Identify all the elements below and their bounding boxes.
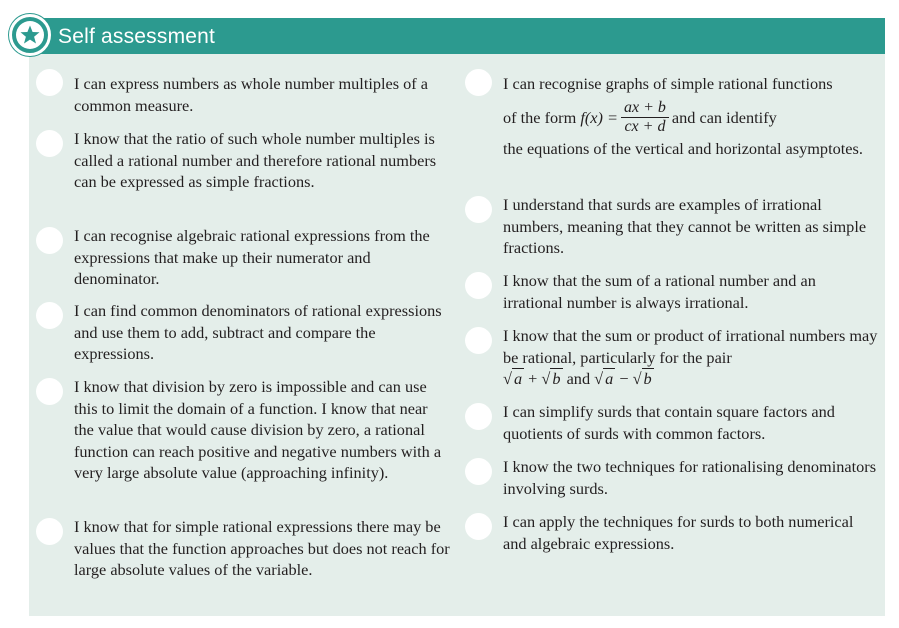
surd-a: √ a — [503, 369, 523, 388]
item-text: I know that the ratio of such whole number multiples is called a rational number and therefore rational numbers can be expressed as simple fractions. — [74, 129, 437, 191]
item-text: I can express numbers as whole number multiples of a common measure. — [74, 74, 429, 115]
item-text: I can apply the techniques for surds to both numerical and algebraic expressions. — [503, 512, 854, 553]
item-text-line: of the form — [503, 107, 577, 127]
item-text: I know that for simple rational expressions there may be values that the function approaches but does not reach for large absolute values of the variable. — [74, 517, 450, 579]
item-text-line: the equations of the vertical and horizontal asymptotes. — [503, 138, 863, 158]
item-text: I can recognise algebraic rational expressions from the expressions that make up their numerator and denominator. — [74, 226, 430, 288]
formula-fx: f(x) = — [580, 107, 618, 127]
checkbox[interactable] — [465, 513, 492, 540]
item-text: I can find common denominators of rational expressions and use them to add, subtract and compare the expressions. — [74, 301, 442, 363]
checkbox[interactable] — [465, 327, 492, 354]
star-icon — [16, 21, 44, 49]
checkbox[interactable] — [465, 196, 492, 223]
checkbox[interactable] — [36, 227, 63, 254]
checkbox[interactable] — [36, 69, 63, 96]
surd-a: √ a — [594, 369, 614, 388]
item-text: I can simplify surds that contain square factors and quotients of surds with common factors. — [503, 402, 835, 443]
rational-fraction — [621, 99, 669, 136]
item-text: I know the two techniques for rationalising denominators involving surds. — [503, 457, 877, 498]
checkbox[interactable] — [465, 458, 492, 485]
item-text: I understand that surds are examples of irrational numbers, meaning that they cannot be written as simple fractions. — [503, 195, 867, 257]
surd-b: √ b — [541, 369, 561, 388]
checkbox[interactable] — [465, 69, 492, 96]
item-text-line: I know that the sum or product of irrational numbers may be rational, particularly for the pair — [503, 326, 878, 367]
checkbox[interactable] — [465, 272, 492, 299]
star-badge — [9, 14, 51, 56]
surd-pair: √ a + √ b and √ a − √ b — [503, 369, 652, 388]
checkbox[interactable] — [36, 130, 63, 157]
item-text-line: and can identify — [671, 107, 777, 127]
checkbox[interactable] — [36, 378, 63, 405]
fraction-denominator: cx + d — [624, 118, 666, 135]
formula-line — [503, 96, 879, 140]
checkbox[interactable] — [36, 518, 63, 545]
item-text — [503, 325, 879, 390]
checkbox[interactable] — [36, 302, 63, 329]
item-text: I know that division by zero is impossible and can use this to limit the domain of a function. I know that near the value that would cause division by zero, a rational function can reach positive and negative numbers with a very large absolute value (approaching infinity). — [74, 377, 442, 482]
item-text-line: I can recognise graphs of simple rational functions — [503, 74, 833, 93]
page-title: Self assessment — [58, 25, 216, 48]
item-text: I know that the sum of a rational number and an irrational number is always irrational. — [503, 271, 816, 312]
surd-b: √ b — [632, 369, 652, 388]
fraction-numerator: ax + b — [621, 99, 669, 118]
item-text — [503, 73, 879, 159]
checkbox[interactable] — [465, 403, 492, 430]
